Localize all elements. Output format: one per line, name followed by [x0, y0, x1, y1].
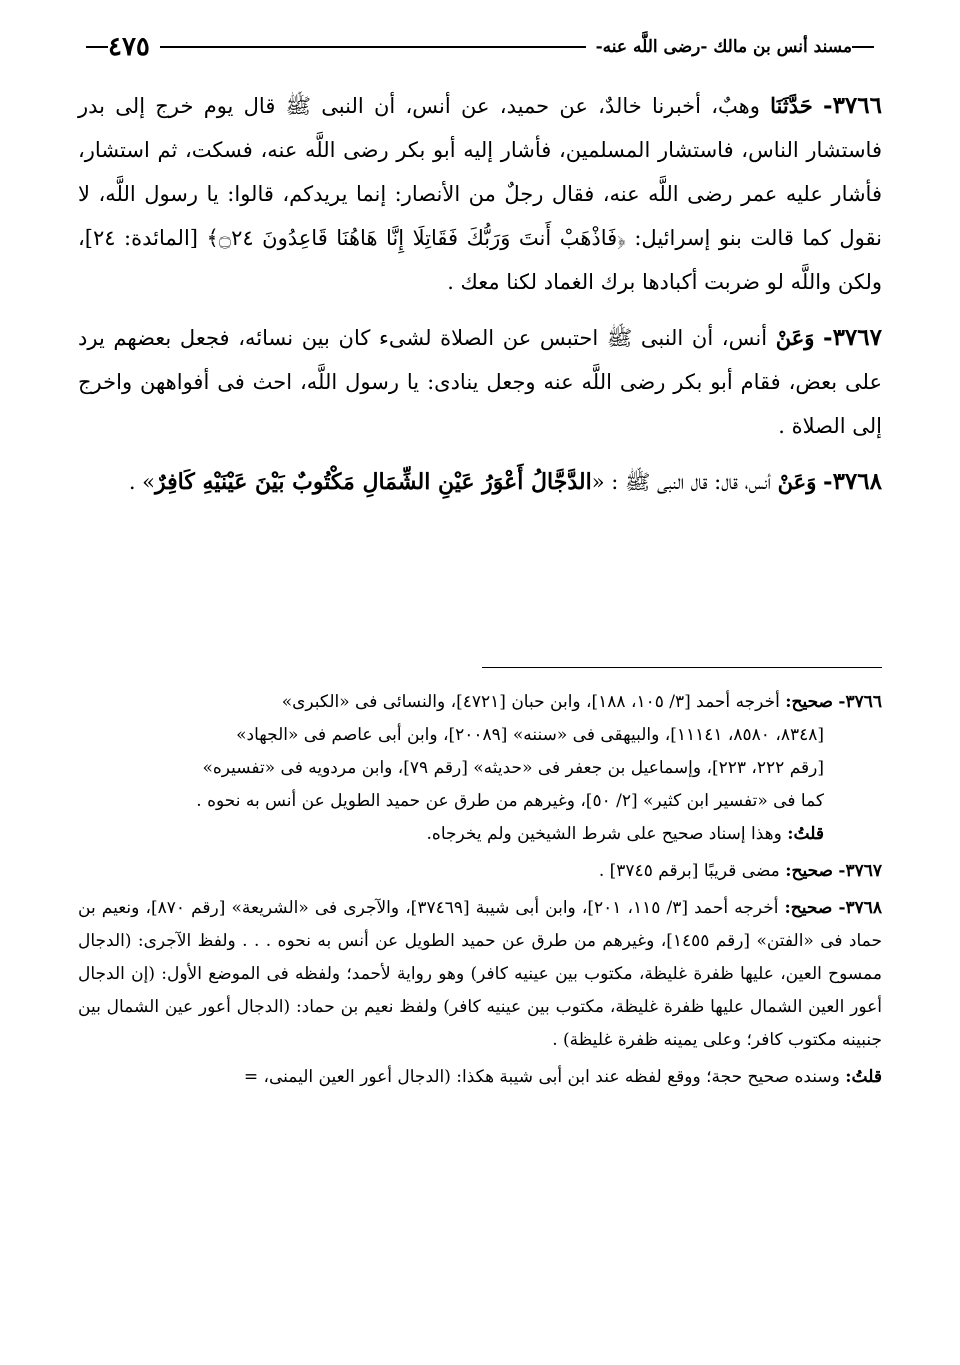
footnote-3768	[78, 892, 882, 1057]
hadith-3768	[78, 460, 882, 504]
footnote-qult	[78, 818, 882, 851]
header-lead-rule	[852, 46, 874, 48]
hadith-text: أنس، أن النبى ﷺ احتبس عن الصلاة لشىء كان بين نسائه، فجعل بعضهم يرد على بعض، فقام أبو بكر رضى اللَّه عنه وجعل ينادى: يا رسول اللَّه، احث فى أفواههن واخرج إلى الصلاة .	[78, 326, 882, 438]
footnote-grade: صحيح:	[785, 861, 833, 881]
hadith-3766	[78, 84, 882, 304]
page-header	[78, 30, 882, 64]
footnote-3767	[78, 855, 882, 888]
hadith-text: أنس، قال: قال النبى ﷺ : «	[591, 470, 778, 494]
hadith-number: ٣٧٦٦-	[823, 92, 882, 119]
hadith-number: ٣٧٦٧-	[823, 324, 882, 351]
footnotes	[78, 686, 882, 1098]
footnote-text: أخرجه أحمد [٣/ ١١٥، ٢٠١]، وابن أبى شيبة [٣٧٤٦٩]، والآجرى فى «الشريعة» [رقم ٨٧٠]، ونعيم بن حماد فى «الفتن» [رقم ١٤٥٥]، وغيرهم من طرق عن حميد الطويل عن أنس به نحوه . . . ولفظ الآجرى: (الدجال ممسوح العين، عليها ظفرة غليظة، مكتوب بين عينيه كافر) وهو رواية لأحمد؛ ولفظه فى الموضع الأول: (إن الدجال أعور العين الشمال عليها ظفرة غليظة، مكتوب بين عينيه كافر) ولفظ نعيم بن حماد: (الدجال أعور عين الشمال بين جنبينه مكتوب كافر؛ وعلى يمينه ظفرة غليظة) .	[78, 898, 882, 1050]
footnote-line: [٨٣٤٨، ٨٥٨٠، ١١١٤١]، والبيهقى فى «سننه» [٢٠٠٨٩]، وابن أبى عاصم فى «الجهاد»	[236, 725, 824, 745]
footnote-divider	[482, 667, 882, 668]
footnote-line: [رقم ٢٢٢، ٢٢٣]، وإسماعيل بن جعفر فى «حديثه» [رقم ٧٩]، وابن مردويه فى «تفسيره»	[202, 758, 824, 778]
hadith-text: [المائدة: ٢٤]، ولكن واللَّه لو ضربت أكبادها برك الغماد لكنا معك .	[78, 226, 882, 294]
quran-verse: ﴿فَاذْهَبْ أَنتَ وَرَبُّكَ فَقَاتِلَا إِنَّا هَاهُنَا قَاعِدُونَ ۝٢٤﴾	[206, 226, 626, 250]
footnote-grade: صحيح:	[785, 692, 833, 712]
footnote-grade: صحيح:	[784, 898, 833, 918]
main-text	[78, 84, 882, 516]
hadith-text: » .	[128, 470, 156, 494]
page-number: ٤٧٥	[108, 32, 150, 62]
footnote-line: كما فى «تفسير ابن كثير» [٢/ ٥٠]، وغيرهم من طرق عن حميد الطويل عن أنس به نحوه .	[196, 791, 824, 811]
hadith-lead-word: وَعَنْ	[775, 325, 815, 350]
hadith-lead-word: وَعَنْ	[777, 469, 817, 494]
header-trail-rule	[86, 46, 108, 48]
hadith-number: ٣٧٦٨-	[823, 468, 882, 495]
hadith-matn-bold: الدَّجَّالُ أَعْوَرُ عَيْنِ الشِّمَالِ مَكْتُوبٌ بَيْنَ عَيْنَيْهِ كَافِرٌ	[155, 469, 592, 495]
footnote-3766	[78, 686, 882, 851]
hadith-text: وهبٌ، أخبرنا خالدٌ، عن حميد، عن أنس، أن النبى ﷺ قال يوم خرج إلى بدر فاستشار الناس، فاستشار المسلمين، فأشار إليه أبو بكر رضى اللَّه عنه، فسكت، ثم استشار، فأشار عليه عمر رضى اللَّه عنه، فقال رجلٌ من الأنصار: إنما يريدكم، قالوا: يا رسول اللَّه، لا نقول كما قالت بنو إسرائيل:	[78, 94, 882, 250]
qult-text: وهذا إسناد صحيح على شرط الشيخين ولم يخرجاه.	[426, 824, 788, 844]
footnote-text: مضى قريبًا [برقم ٣٧٤٥] .	[598, 861, 786, 881]
footnote-number: ٣٧٦٦-	[838, 692, 882, 712]
hadith-3767	[78, 316, 882, 448]
header-rule	[160, 46, 586, 48]
running-title: مسند أنس بن مالك -رضى اللَّه عنه-	[595, 37, 852, 57]
footnote-number: ٣٧٦٧-	[838, 861, 882, 881]
footnote-qult	[78, 1061, 882, 1094]
qult-text: وسنده صحيح حجة؛ ووقع لفظه عند ابن أبى شيبة هكذا: (الدجال أعور العين اليمنى، =	[243, 1067, 846, 1087]
footnote-number: ٣٧٦٨-	[838, 898, 883, 918]
footnote-text: أخرجه أحمد [٣/ ١٠٥، ١٨٨]، وابن حبان [٤٧٢١]، والنسائى فى «الكبرى»	[281, 692, 786, 712]
footnote-line	[78, 686, 882, 719]
hadith-lead-word: حَدَّثَنَا	[770, 93, 813, 118]
qult-label: قلتُ:	[787, 824, 824, 844]
qult-label: قلتُ:	[845, 1067, 882, 1087]
